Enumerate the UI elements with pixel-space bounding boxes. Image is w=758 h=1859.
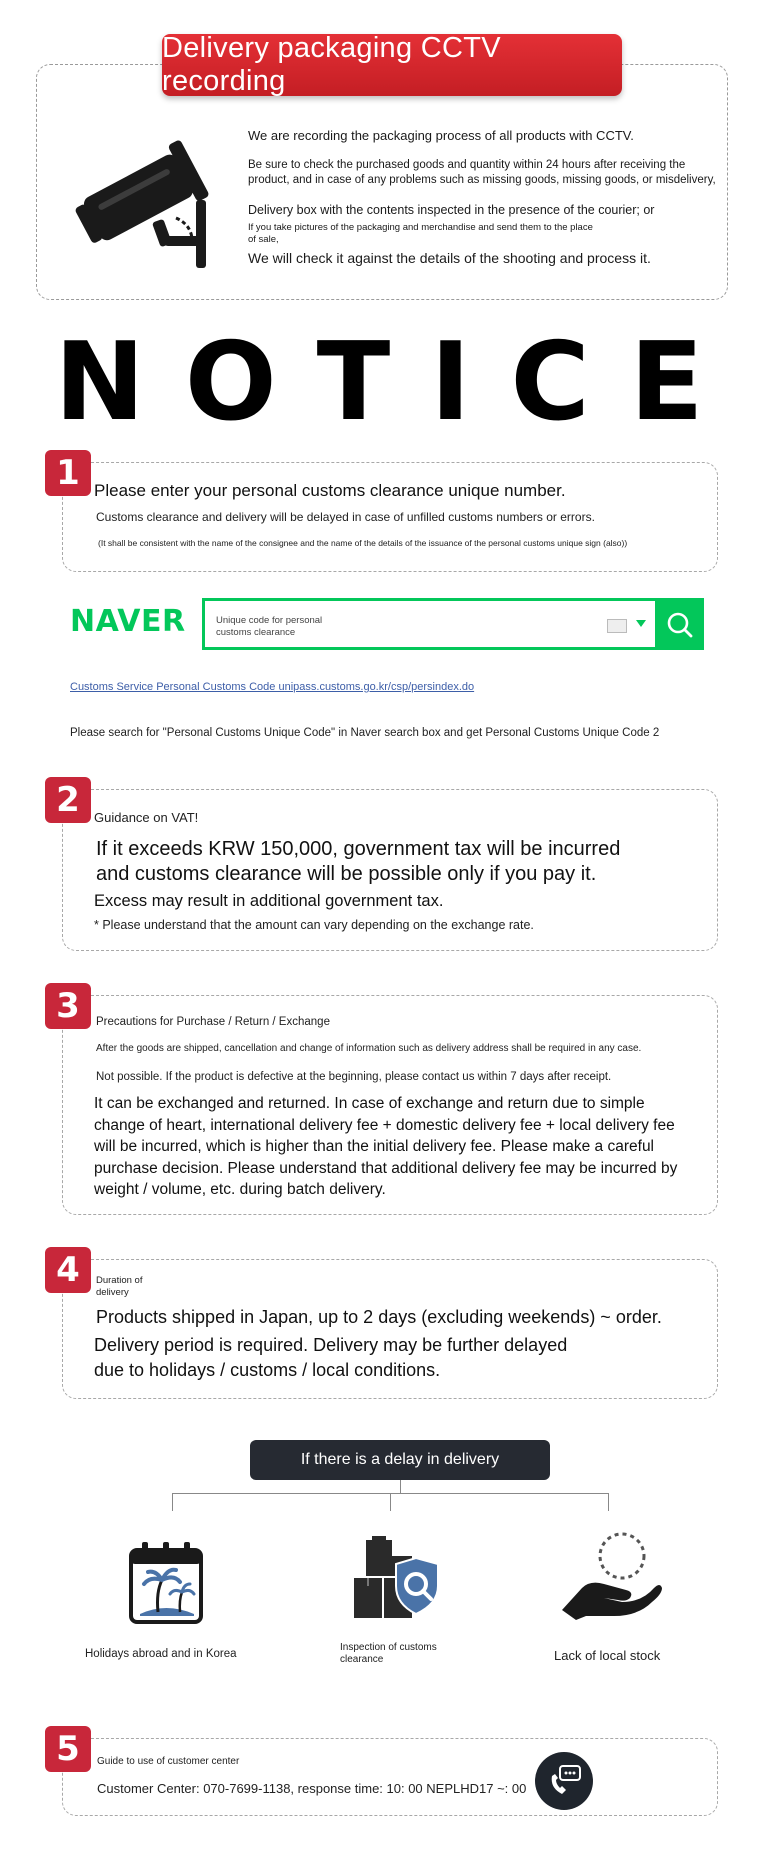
section-3-heading: Precautions for Purchase / Return / Exchange [96,1016,330,1028]
section-4-big-3: due to holidays / customs / local conditions. [94,1360,441,1380]
search-icon[interactable] [665,610,695,640]
section-2-big-1: If it exceeds KRW 150,000, government tax will be incurred [96,838,621,860]
section-4-big-1: Products shipped in Japan, up to 2 days (excluding weekends) ~ order. [96,1307,662,1327]
tree-connector-right [608,1493,609,1511]
delay-item-customs-2: clearance [340,1654,384,1665]
cctv-line-1: We are recording the packaging process of all products with CCTV. [248,128,634,143]
customs-service-link[interactable]: Customs Service Personal Customs Code unipass.customs.go.kr/csp/persindex.do [70,681,475,693]
tree-connector-left [172,1493,173,1511]
section-2-mid: Excess may result in additional government tax. [94,892,444,910]
section-3-line-2: Not possible. If the product is defective at the beginning, please contact us within 7 days after receipt. [96,1071,612,1083]
section-3-number: 3 [45,983,91,1029]
section-1-heading: Please enter your personal customs clearance unique number. [94,481,566,500]
section-2-note: * Please understand that the amount can vary depending on the exchange rate. [94,918,534,932]
section-3-para-5: weight / volume, etc. during batch delivery. [94,1181,386,1198]
cctv-line-5: We will check it against the details of the shooting and process it. [248,250,651,266]
naver-search-placeholder-1: Unique code for personal [216,615,323,626]
delay-item-stock: Lack of local stock [554,1648,661,1663]
section-3-para-4: purchase decision. Please understand that additional delivery fee may be incurred by [94,1160,678,1177]
section-3-para-1: It can be exchanged and returned. In case of exchange and return due to simple [94,1095,645,1112]
customs-inspection-icon [352,1534,444,1620]
cctv-line-2b: product, and in case of any problems such as missing goods, missing goods, or misdelivery, [248,174,716,186]
section-1-number: 1 [45,450,91,496]
section-2-number: 2 [45,777,91,823]
section-3-line-1: After the goods are shipped, cancellation and change of information such as delivery address shall be required in any case. [96,1043,642,1054]
phone-chat-icon [546,1762,584,1800]
delay-item-holidays: Holidays abroad and in Korea [85,1648,237,1660]
notice-title: NOTICE [54,320,744,445]
cctv-line-4b: of sale, [248,234,279,245]
dropdown-arrow-icon[interactable] [636,620,646,628]
cctv-line-4a: If you take pictures of the packaging and merchandise and send them to the place [248,222,593,233]
section-1-line-1: Customs clearance and delivery will be delayed in case of unfilled customs numbers or errors. [96,510,595,524]
tree-connector-mid [390,1493,391,1511]
customer-center-line: Customer Center: 070-7699-1138, response time: 10: 00 NEPLHD17 ~: 00 [97,1781,527,1796]
holiday-calendar-icon [128,1540,204,1624]
keyboard-icon[interactable] [607,619,627,633]
cctv-line-2a: Be sure to check the purchased goods and quantity within 24 hours after receiving the [248,159,686,171]
section-2-heading: Guidance on VAT! [94,810,199,825]
cctv-banner-title: Delivery packaging CCTV recording [162,34,622,96]
section-5-heading: Guide to use of customer center [97,1756,240,1767]
naver-logo: NAVER [70,604,186,639]
section-4-number: 4 [45,1247,91,1293]
delay-title-pill: If there is a delay in delivery [250,1440,550,1480]
section-5-box [62,1738,718,1816]
section-3-para-2: change of heart, international delivery fee + domestic delivery fee + local delivery fee [94,1117,675,1134]
section-5-number: 5 [45,1726,91,1772]
cctv-camera-icon [68,120,228,270]
cctv-line-3: Delivery box with the contents inspected in the presence of the courier; or [248,203,655,217]
delay-item-customs-1: Inspection of customs [340,1642,437,1653]
section-3-para-3: will be incurred, which is higher than the initial delivery fee. Please make a careful [94,1138,655,1155]
naver-instruction: Please search for "Personal Customs Unique Code" in Naver search box and get Personal Customs Unique Code 2 [70,727,660,739]
section-4-big-2: Delivery period is required. Delivery may be further delayed [94,1335,568,1355]
section-1-line-2: (It shall be consistent with the name of the consignee and the name of the details of the issuance of the personal customs unique sign (also)) [98,538,628,548]
section-4-heading-2: delivery [96,1287,129,1298]
section-2-big-2: and customs clearance will be possible only if you pay it. [96,863,597,885]
hand-out-of-stock-icon [560,1528,664,1620]
section-4-heading-1: Duration of [96,1275,143,1286]
tree-connector-vertical-top [400,1480,401,1493]
naver-search-placeholder-2: customs clearance [216,627,296,638]
